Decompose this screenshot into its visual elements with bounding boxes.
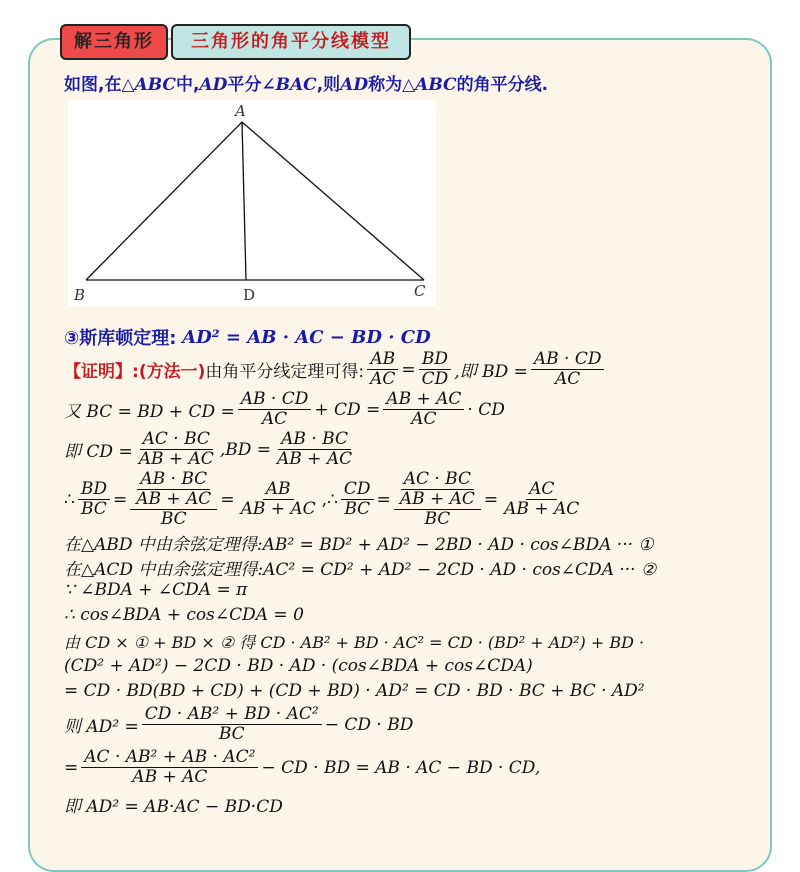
vertex-c-label: C <box>414 282 426 300</box>
proof-line-1: 【证明】: (方法一) 由角平分线定理可得: $\frac{AB}{AC}$ = $\frac{BD}{CD}$ ,即 BD = $\frac{AB \cdot CD}{AC}$ <box>64 350 607 389</box>
proof-line-2: 又 BC = BD + CD = $\frac{AB \cdot CD}{AC}$ + CD = $\frac{AB + AC}{AC}$ · CD <box>64 389 505 429</box>
proof-line-8: ∴ cos∠BDA + cos∠CDA = 0 <box>64 605 304 625</box>
vertex-a-label: A <box>235 102 246 120</box>
proof-line-13: = $\frac{\text{AC · AB² + AB · AC²}}{AB + AC}$ − CD · BD = AB · AC − BD · CD, <box>64 747 541 787</box>
proof-line-4: ∴ $\frac{BD}{BC}$ = $\frac{\frac{AB \cdot BC}{AB + AC}}{BC}$ = $\frac{AB}{AB + AC}$ ,∴ $\frac{CD}{BC}$ = $\frac{\frac{AC \cdot BC}{AB + AC}}{BC}$ = $\frac{AC}{AB + AC}$ <box>64 469 580 529</box>
bisector-ad <box>242 122 246 280</box>
proof-line-3: 即 CD = $\frac{AC \cdot BC}{AB + AC}$ ,BD = $\frac{AB \cdot BC}{AB + AC}$ <box>64 429 353 469</box>
proof-line-9: 由 CD × ① + BD × ② 得 CD · AB² + BD · AC² = CD · (BD² + AD²) + BD · <box>64 633 645 652</box>
proof-line-12: 则 AD² = $\frac{\text{CD · AB² + BD · AC²}}{BC}$ − CD · BD <box>64 704 414 744</box>
proof-line-7: ∵ ∠BDA + ∠CDA = π <box>64 580 248 600</box>
section-tag: 解三角形 <box>60 24 168 60</box>
point-d-label: D <box>243 286 256 304</box>
side-ac <box>242 122 424 280</box>
proof-line-5: 在△ABD 中由余弦定理得:AB² = BD² + AD² − 2BD · AD · cos∠BDA ··· ① <box>64 535 654 555</box>
topic-tag: 三角形的角平分线模型 <box>171 24 411 60</box>
vertex-b-label: B <box>74 286 86 304</box>
proof-line-10: (CD² + AD²) − 2CD · BD · AD · (cos∠BDA + cos∠CDA) <box>64 656 533 676</box>
triangle-figure <box>68 100 436 306</box>
intro-text: 如图,在△ABC中,AD平分∠BAC,则AD称为△ABC的角平分线. <box>64 75 549 95</box>
theorem-line: ③斯库顿定理: AD² = AB · AC − BD · CD <box>64 326 431 349</box>
proof-line-14: 即 AD² = AB·AC − BD·CD <box>64 797 283 817</box>
proof-line-11: = CD · BD(BD + CD) + (CD + BD) · AD² = CD · BD · BC + BC · AD² <box>64 681 645 701</box>
proof-line-6: 在△ACD 中由余弦定理得:AC² = CD² + AD² − 2CD · AD · cos∠CDA ··· ② <box>64 560 657 580</box>
side-ab <box>86 122 242 280</box>
